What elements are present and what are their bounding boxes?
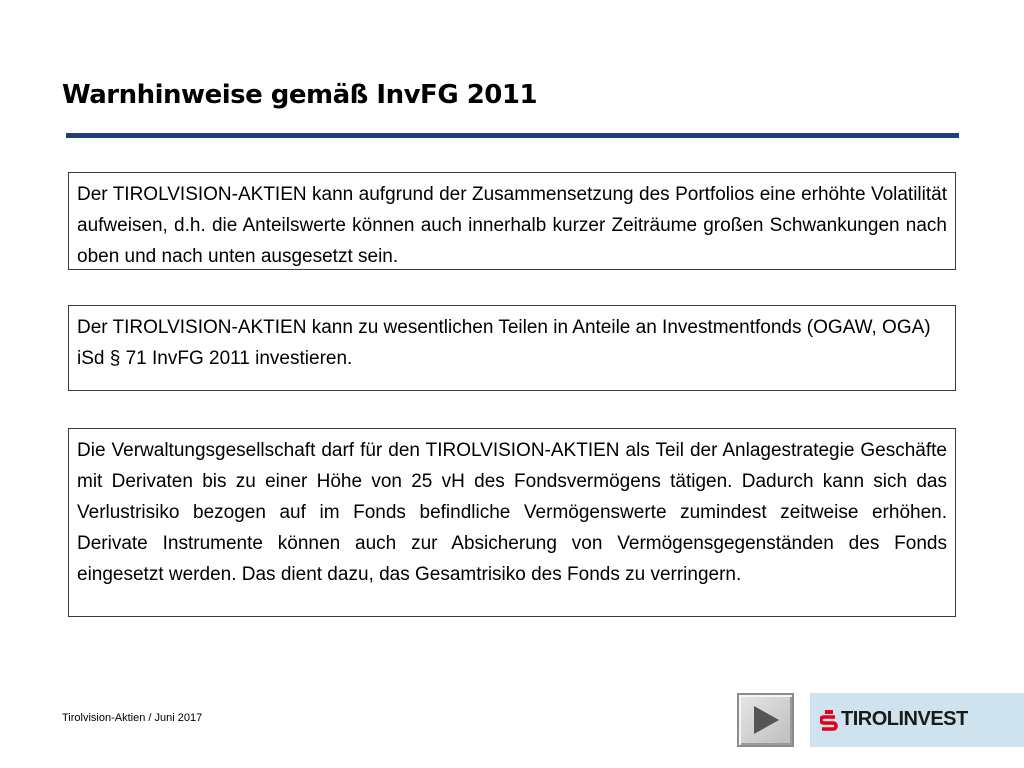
sparkasse-s-icon xyxy=(820,710,838,732)
warning-box-volatility: Der TIROLVISION-AKTIEN kann aufgrund der Zusammensetzung des Portfolios eine erhöhte Volatilität aufweisen, d.h. die Anteilswerte können auch innerhalb kurzer Zeiträume großen Schwankungen nach oben und nach unten ausgesetzt sein. xyxy=(68,172,956,270)
tirolinvest-logo xyxy=(810,693,1024,747)
warning-box-investment-funds: Der TIROLVISION-AKTIEN kann zu wesentlichen Teilen in Anteile an Investmentfonds (OGAW, OGA) iSd § 71 InvFG 2011 investieren. xyxy=(68,305,956,391)
logo-text: TIROLINVEST xyxy=(841,708,968,730)
footer-text: Tirolvision-Aktien / Juni 2017 xyxy=(62,712,203,724)
page-title: Warnhinweise gemäß InvFG 2011 xyxy=(62,80,538,110)
next-slide-button[interactable] xyxy=(737,693,794,747)
play-arrow-icon xyxy=(751,705,781,735)
title-divider xyxy=(66,133,959,138)
warning-box-derivatives: Die Verwaltungsgesellschaft darf für den TIROLVISION-AKTIEN als Teil der Anlagestrategie Geschäfte mit Derivaten bis zu einer Höhe von 25 vH des Fondsvermögens tätigen. Dadurch kann sich das Verlustrisiko bezogen auf im Fonds befindliche Vermögenswerte zumindest zeitweise erhöhen. Derivate Instrumente können auch zur Absicherung von Vermögensgegenständen des Fonds eingesetzt werden. Das dient dazu, das Gesamtrisiko des Fonds zu verringern. xyxy=(68,428,956,617)
